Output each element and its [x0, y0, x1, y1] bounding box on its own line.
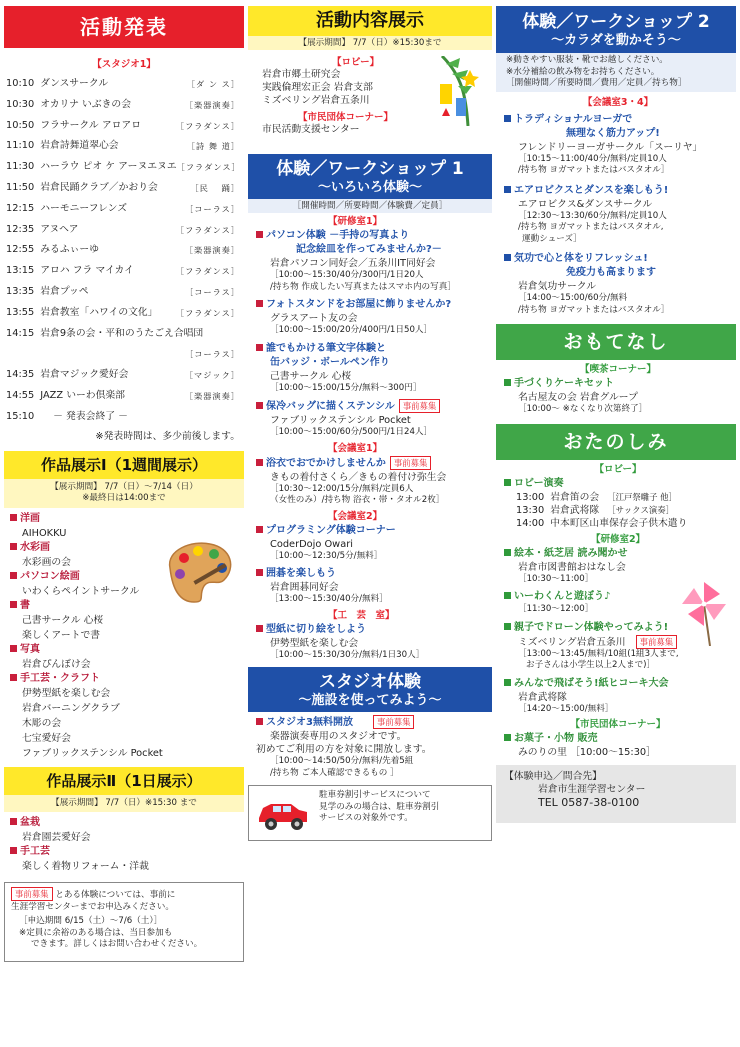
schedule-category: ［フラダンス］ — [175, 120, 240, 131]
schedule-entry — [6, 303, 158, 324]
presentation-schedule — [4, 74, 244, 428]
lobby-label: 【ロビー】 — [594, 463, 642, 475]
aerobics-details-1: ［12:30〜13:30/60分/無料/定員10人 — [518, 210, 667, 221]
parking-line-2: 見学のみの場合は、駐車券割引 — [319, 801, 440, 812]
katagami-title: 型紙に切り絵をしよう — [256, 623, 488, 637]
schedule-name: 岩倉教室「ハワイの文化」 — [40, 306, 158, 318]
performance-time: 13:00 — [516, 491, 545, 503]
schedule-row — [4, 365, 244, 386]
workshop1-title: 体験／ワークショップ 1 — [276, 159, 464, 179]
exhibit1-title: 作品展示Ⅰ（1週間展示） — [40, 455, 208, 474]
schedule-time: 15:10 — [6, 410, 35, 422]
schedule-name: フラサークル アロアロ — [40, 119, 142, 131]
exhibit-category: 水彩画 — [10, 541, 244, 555]
performance-row — [504, 504, 732, 517]
aerobics-title: エアロビクスとダンスを楽しもう! — [504, 184, 732, 198]
contact-phone: TEL 0587-38-0100 — [538, 796, 640, 809]
go-org: 岩倉囲碁同好会 — [270, 582, 339, 593]
schedule-category: ［詩 舞 道］ — [186, 141, 240, 152]
schedule-name: 岩倉詩舞道翠心会 — [40, 140, 119, 152]
schedule-row — [4, 261, 244, 282]
performance-name: 岩倉笛の会 — [550, 491, 600, 503]
snack-org: みのりの里 ［10:00〜15:30］ — [518, 747, 656, 758]
reservation-info-box — [4, 882, 244, 962]
schedule-name: 岩倉マジック愛好会 — [40, 369, 129, 381]
schedule-row — [4, 407, 244, 428]
brush-org: 己書サークル 心桜 — [270, 370, 352, 382]
performance-name: 岩倉武将隊 — [550, 504, 600, 516]
exhibit-category: 洋画 — [10, 512, 244, 526]
exhibit-group: 七宝愛好会 — [22, 732, 71, 744]
schedule-name: 岩倉9条の会・平和のうたごえ合唱団 — [40, 327, 204, 339]
exhibit-group: 伊勢型紙を楽しむ会 — [22, 687, 111, 699]
studio3-details-1: ［10:00〜14:50/50分/無料/先着5組 — [270, 756, 414, 766]
schedule-row — [4, 220, 244, 241]
schedule-category: ［コーラス］ — [185, 203, 240, 214]
photo-stand-title: フォトスタンドをお部屋に飾りませんか? — [256, 298, 488, 312]
contact-box — [496, 765, 736, 823]
exhibit1-period: 【展示期間】 7/7（日）〜7/14（日） — [50, 481, 198, 492]
schedule-entry — [6, 116, 141, 137]
otanoshimi-list — [496, 460, 736, 760]
conf2-label: 【会議室2】 — [328, 510, 383, 522]
stencil-org: ファブリックステンシル Pocket — [270, 415, 411, 426]
pre-registration-badge: 事前募集 — [373, 715, 415, 729]
drone-details-2: お子さんは小学生以上2人まで)］ — [526, 660, 656, 670]
schedule-row — [4, 282, 244, 303]
schedule-entry — [6, 199, 127, 220]
schedule-time: 11:10 — [6, 140, 35, 152]
kiko-details-2: /持ち物 ヨガマットまたはバスタオル］ — [518, 304, 670, 315]
schedule-row — [4, 136, 244, 157]
schedule-time: 10:30 — [6, 98, 35, 110]
schedule-time: 14:15 — [6, 327, 35, 339]
yoga-title: トラディショナルヨーガで — [504, 113, 732, 127]
schedule-row — [4, 116, 244, 137]
schedule-row — [4, 240, 244, 261]
exhibit-category: 書 — [10, 599, 244, 613]
exhibit1-note: ※最終日は14:00まで — [82, 493, 166, 504]
contact-org: 岩倉市生涯学習センター — [538, 784, 646, 795]
workshop1-header — [248, 154, 492, 199]
yukata-details-2: （女性のみ）/持ち物 浴衣・帯・タオル2枚］ — [270, 495, 445, 505]
photo-org: グラスアート友の会 — [270, 313, 358, 324]
citizen-item: 市民活動支援センター — [262, 124, 360, 135]
schedule-entry — [6, 324, 203, 345]
contact-title: 【体験申込／問合先】 — [504, 771, 602, 782]
studio-experience-title: スタジオ体験 — [319, 672, 421, 692]
yoga-title-2: 無理なく筋力アップ! — [566, 127, 660, 139]
conf1-label: 【会議室1】 — [328, 442, 383, 454]
paper-plane-details: ［14:20〜15:00/無料］ — [518, 703, 614, 714]
stencil-details: ［10:00〜15:00/60分/500円/1日24人］ — [270, 427, 433, 437]
studio3-details-2: /持ち物 ご本人確認できるもの ］ — [270, 767, 399, 778]
exhibit-category: 写真 — [10, 643, 244, 657]
reserve-note-1: ※定員に余裕のある場合は、当日参加も — [19, 927, 173, 938]
pre-registration-badge: 事前募集 — [636, 635, 678, 649]
schedule-time: 13:35 — [6, 285, 35, 297]
schedule-category: ［民 踊］ — [190, 182, 240, 193]
reserve-note-2: できます。詳しくはお問い合わせください。 — [31, 939, 203, 950]
lobby-exhibitor: 岩倉市郷土研究会 — [262, 69, 341, 80]
pc-details-1: ［10:00〜15:30/40分/300円/1日20人 — [270, 270, 424, 280]
parking-line-3: サービスの対象外です。 — [319, 813, 413, 823]
schedule-category: ［楽器演奏］ — [184, 245, 240, 256]
room1-label: 【研修室1】 — [328, 216, 383, 227]
exhibit1-list — [4, 512, 244, 761]
tanabata-icon — [432, 56, 482, 126]
citizen-corner-label: 【市民団体コーナー】 — [298, 112, 394, 123]
go-details: ［13:00〜15:30/40分/無料］ — [270, 594, 388, 604]
studio-experience-header — [248, 667, 492, 712]
programming-details: ［10:00〜12:30/5分/無料］ — [270, 550, 383, 561]
yoga-org: フレンドリーヨーガサークル「スーリヤ」 — [518, 141, 703, 153]
schedule-category: ［コーラス］ — [185, 349, 240, 360]
exhibit-group: 岩倉ぴんぼけ会 — [22, 658, 91, 670]
parking-notice-box — [248, 785, 492, 841]
pc-org: 岩倉パソコン同好会／五条川IT同好会 — [270, 258, 436, 269]
paper-plane-org: 岩倉武将隊 — [518, 691, 567, 703]
workshop2-list — [496, 92, 736, 317]
room34-label: 【会議室3・4】 — [582, 96, 654, 108]
brush-details: ［10:00〜15:00/15分/無料〜300円］ — [270, 382, 422, 393]
exhibit-group: 木彫の会 — [22, 717, 62, 729]
exhibit-group: 水彩画の会 — [22, 556, 71, 568]
exhibit-group: 己書サークル 心桜 — [22, 614, 104, 626]
schedule-entry — [6, 282, 89, 303]
column-activity-exhibits — [248, 6, 492, 841]
schedule-entry — [6, 344, 12, 365]
schedule-category: ［マジック］ — [184, 370, 240, 381]
otanoshimi-header: おたのしみ — [496, 424, 736, 460]
iwaku-details: ［11:30〜12:00］ — [518, 604, 594, 614]
schedule-row — [4, 344, 244, 365]
schedule-entry — [6, 386, 125, 407]
schedule-entry — [6, 407, 128, 428]
schedule-name: ダンスサークル — [40, 78, 109, 89]
schedule-category: ［コーラス］ — [185, 286, 240, 297]
paper-plane-title: みんなで飛ばそう!紙ヒコーキ大会 — [504, 677, 732, 691]
omotenashi-list — [496, 360, 736, 416]
workshop1-info: ［開催時間／所要時間／体験費／定員］ — [248, 199, 492, 213]
schedule-row — [4, 324, 244, 345]
schedule-time: 12:15 — [6, 202, 35, 214]
exhibit-group: 楽しく着物リフォーム・洋裁 — [22, 861, 149, 873]
car-icon — [255, 794, 311, 834]
exhibit-group: ファブリックステンシル Pocket — [22, 747, 163, 759]
performance-name: 中本町区山車保存会子供木遣り — [550, 517, 688, 529]
workshop1-subtitle: 〜いろいろ体験〜 — [317, 180, 422, 195]
schedule-time: 14:35 — [6, 369, 35, 381]
kiko-title-2: 免疫力も高まります — [566, 267, 656, 278]
performance-time: 13:30 — [516, 504, 545, 516]
snack-title: お菓子・小物 販売 — [504, 732, 732, 746]
drone-org: ミズベリング岩倉五条川 事前募集 — [504, 635, 732, 649]
activity-exhibit-header: 活動内容展示 — [248, 6, 492, 36]
lobby-performance-title: ロビー演奏 — [504, 477, 732, 491]
aerobics-details-3: 運動シューズ］ — [522, 233, 582, 244]
citizen-corner-label: 【市民団体コーナー】 — [570, 719, 666, 730]
exhibit-category: 盆栽 — [10, 816, 244, 830]
exhibit-group: 岩倉バーニングクラブ — [22, 702, 120, 714]
workshop1-list — [248, 213, 492, 661]
programming-title: プログラミング体験コーナー — [256, 524, 488, 538]
schedule-time: 14:55 — [6, 389, 35, 401]
schedule-row — [4, 95, 244, 116]
picture-book-title: 絵本・紙芝居 読み聞かせ — [504, 547, 732, 561]
schedule-category: ［楽器演奏］ — [184, 390, 240, 401]
katagami-org: 伊勢型紙を楽しむ会 — [270, 637, 359, 649]
cafe-label: 【喫茶コーナー】 — [579, 364, 656, 375]
stencil-title: 保冷バッグに描くステンシル 事前募集 — [256, 399, 488, 414]
kiko-title: 気功で心と体をリフレッシュ! — [504, 252, 732, 266]
kiko-details-1: ［14:00〜15:00/60分/無料 — [518, 293, 628, 303]
aerobics-org: エアロビクス&ダンスサークル — [518, 198, 653, 210]
exhibit-category: パソコン絵画 — [10, 570, 244, 584]
exhibit-group: 岩倉園芸愛好会 — [22, 832, 91, 844]
column-activity-presentations — [4, 6, 244, 962]
pre-registration-badge: 事前募集 — [399, 399, 441, 413]
parking-line-1: 駐車券割引サービスについて — [319, 790, 431, 800]
exhibit2-period: 【展示期間】 7/7（日）※15:30 まで — [51, 797, 197, 808]
schedule-entry — [6, 220, 78, 241]
programming-org: CoderDojo Owari — [270, 538, 353, 550]
schedule-category: ［楽器演奏］ — [184, 99, 240, 110]
schedule-row — [4, 303, 244, 324]
go-title: 囲碁を楽しもう — [256, 567, 488, 581]
schedule-entry — [6, 95, 131, 116]
drone-details-1: ［13:00〜13:45/無料/10組(1組3人まで, — [518, 648, 679, 659]
exhibit-category: 手工芸・クラフト — [10, 672, 244, 686]
schedule-time: 11:50 — [6, 181, 35, 193]
workshop2-note-3: ［開催時間／所要時間／費用／定員／持ち物］ — [506, 78, 687, 88]
studio3-line-1: 楽器演奏専用のスタジオです。 — [270, 731, 407, 742]
schedule-time: 11:30 — [6, 161, 35, 173]
schedule-name: みるふぃーゆ — [40, 244, 100, 256]
schedule-row — [4, 157, 244, 178]
exhibit-group: 楽しくアートで書 — [22, 629, 101, 641]
schedule-time: 10:50 — [6, 119, 35, 131]
picture-book-details: ［10:30〜11:00］ — [518, 573, 594, 584]
performance-row — [504, 491, 732, 504]
studio3-line-2: 初めてご利用の方を対象に開放します。 — [256, 744, 432, 755]
workshop2-subtitle: 〜カラダを動かそう〜 — [551, 33, 681, 48]
schedule-time: 10:10 — [6, 78, 35, 89]
activity-exhibit-period: 【展示期間】 7/7（日）※15:30まで — [248, 36, 492, 50]
performance-category: ［江戸祭囃子 他］ — [607, 491, 677, 502]
schedule-category: ［ダ ン ス］ — [186, 79, 240, 89]
lobby-exhibitor: ミズベリング岩倉五条川 — [262, 95, 370, 106]
exhibit-group: いわくらペイントサークル — [22, 585, 140, 597]
pc-workshop-title-2: 記念絵皿を作ってみませんか?－ — [296, 244, 442, 255]
workshop2-notes — [496, 53, 736, 92]
kiko-org: 岩倉気功サークル — [518, 281, 597, 292]
schedule-row — [4, 386, 244, 407]
exhibit2-list — [4, 816, 244, 874]
iwaku-title: いーわくんと遊ぼう♪ — [504, 590, 732, 604]
column-workshop2 — [496, 6, 736, 823]
schedule-category: ［フラダンス］ — [175, 224, 240, 235]
photo-details: ［10:00〜15:00/20分/400円/1日50人］ — [270, 325, 433, 335]
exhibit2-header: 作品展示Ⅱ（1日展示） — [4, 767, 244, 795]
pre-registration-badge: 事前募集 — [11, 887, 53, 901]
workshop2-title: 体験／ワークショップ 2 — [522, 12, 710, 32]
studio-experience-subtitle: 〜施設を使ってみよう〜 — [298, 693, 442, 708]
lobby-label: 【ロビー】 — [332, 57, 380, 68]
exhibit2-info — [4, 795, 244, 813]
exhibit1-header — [4, 451, 244, 479]
schedule-name: － 発表会終了 － — [40, 410, 128, 422]
room2-label: 【研修室2】 — [590, 533, 646, 545]
brush-title: 誰でもかける筆文字体験と — [256, 342, 488, 356]
performance-time: 14:00 — [516, 517, 545, 529]
schedule-category: ［フラダンス］ — [175, 307, 240, 318]
schedule-time: 13:55 — [6, 306, 35, 318]
exhibit1-info — [4, 479, 244, 508]
activity-presentations-header: 活動発表 — [4, 6, 244, 48]
yukata-org: きもの着付さくら／きもの着付け弥生会 — [270, 471, 447, 483]
reserve-text-1: とある体験については、事前に — [55, 890, 176, 901]
schedule-row — [4, 199, 244, 220]
schedule-name: 岩倉民踊クラブ／かおり会 — [40, 181, 158, 193]
schedule-name: ハーモニーフレンズ — [40, 202, 127, 214]
pinwheel-icon — [680, 580, 730, 646]
schedule-name: ハーラウ ピオ ケ アーヌエヌエ — [40, 161, 177, 173]
schedule-time: 12:55 — [6, 244, 35, 256]
picture-book-org: 岩倉市図書館おはなし会 — [518, 561, 626, 573]
lobby-exhibitor: 実践倫理宏正会 岩倉支部 — [262, 82, 373, 93]
schedule-entry — [6, 74, 108, 95]
craft-room-label: 【工 芸 室】 — [328, 609, 395, 621]
schedule-name: アロハ フラ マイカイ — [40, 265, 134, 277]
katagami-details: ［10:00〜15:30/30分/無料/1日30人］ — [270, 649, 425, 660]
schedule-entry — [6, 157, 177, 178]
schedule-name: アヌヘア — [40, 223, 79, 235]
schedule-time: 12:35 — [6, 223, 35, 235]
schedule-category: ［フラダンス］ — [176, 162, 241, 173]
yukata-title: 浴衣でおでかけしませんか 事前募集 — [256, 456, 488, 471]
performance-category: ［サックス演奏］ — [607, 504, 674, 515]
omotenashi-header: おもてなし — [496, 324, 736, 360]
yoga-details-1: ［10:15〜11:00/40分/無料/定員10人 — [518, 153, 667, 164]
schedule-time: 13:15 — [6, 265, 35, 277]
exhibit-group: AIHOKKU — [22, 527, 67, 539]
pre-registration-badge: 事前募集 — [390, 456, 432, 470]
pc-workshop-title: パソコン体験 －手持の写真より — [256, 229, 488, 243]
aerobics-details-2: /持ち物 ヨガマットまたはバスタオル, — [518, 222, 664, 232]
cake-org: 名古屋友の会 岩倉グループ — [518, 392, 638, 403]
schedule-name: JAZZ いーわ倶楽部 — [40, 389, 125, 401]
performance-row — [504, 517, 732, 530]
reserve-period: ［申込期間 6/15（土）〜7/6（土）］ — [19, 916, 163, 927]
schedule-entry — [6, 365, 128, 386]
schedule-name: 岩倉プッペ — [40, 285, 89, 297]
schedule-entry — [6, 261, 134, 282]
schedule-category: ［フラダンス］ — [175, 266, 240, 277]
workshop2-note-1: ※動きやすい服装・靴でお越しください。 — [506, 55, 668, 65]
studio-experience-detail — [248, 712, 492, 779]
cake-title: 手づくりケーキセット — [504, 377, 732, 391]
schedule-row — [4, 178, 244, 199]
schedule-entry — [6, 240, 99, 261]
schedule-note: ※発表時間は、多少前後します。 — [95, 430, 240, 442]
schedule-entry — [6, 136, 119, 157]
brush-title-2: 缶バッジ・ボールペン作り — [270, 356, 390, 368]
schedule-entry — [6, 178, 158, 199]
schedule-name: オカリナ いぶきの会 — [40, 98, 132, 110]
studio1-label: 【スタジオ1】 — [92, 59, 156, 70]
pc-details-2: /持ち物 作成したい写真またはスマホ内の写真］ — [270, 281, 456, 292]
cake-details: ［10:00〜 ※なくなり次第終了］ — [518, 404, 648, 414]
exhibit-category: 手工芸 — [10, 845, 244, 859]
drone-title: 親子でドローン体験やってみよう! — [504, 621, 732, 635]
schedule-row — [4, 74, 244, 95]
yoga-details-2: /持ち物 ヨガマットまたはバスタオル］ — [518, 165, 670, 175]
workshop2-header — [496, 6, 736, 53]
studio3-title: スタジオ3無料開放 事前募集 — [256, 715, 488, 730]
workshop2-note-2: ※水分補給の飲み物をお持ちください。 — [506, 66, 660, 77]
exhibit-lobby-section — [248, 50, 492, 154]
yukata-details-1: ［10:30〜12:00/15分/無料/定員6人 — [270, 483, 414, 494]
palette-icon — [162, 538, 236, 604]
reserve-text-2: 生涯学習センターまでお申込みください。 — [11, 901, 174, 912]
